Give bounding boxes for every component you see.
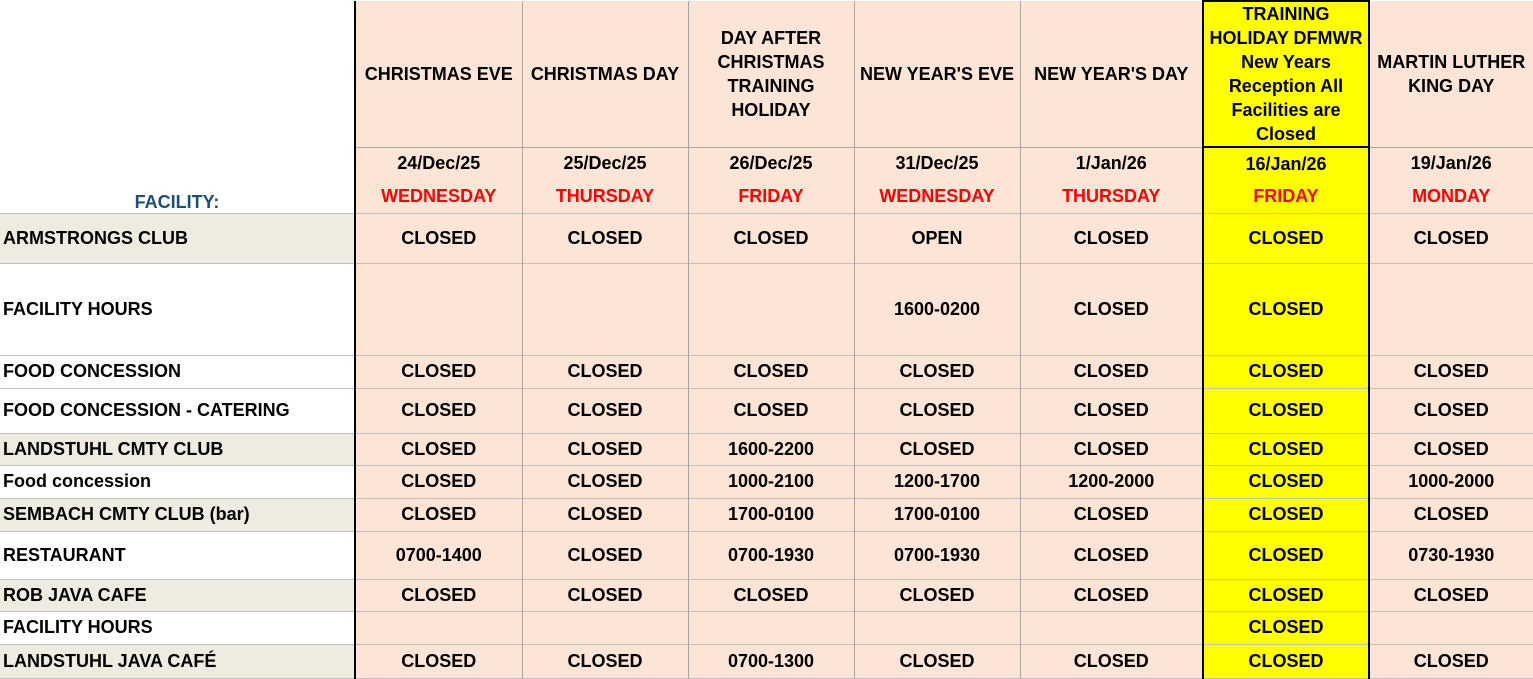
hours-cell xyxy=(854,611,1020,644)
facility-name: ROB JAVA CAFE xyxy=(0,579,355,611)
hours-cell xyxy=(688,263,854,355)
facility-row xyxy=(0,465,1533,498)
facility-name: LANDSTUHL JAVA CAFÉ xyxy=(0,644,355,678)
facility-row xyxy=(0,213,1533,263)
column-title: CHRISTMAS DAY xyxy=(522,1,688,147)
facility-row xyxy=(0,263,1533,355)
hours-cell: CLOSED xyxy=(522,465,688,498)
hours-cell: CLOSED xyxy=(1020,579,1203,611)
hours-cell: CLOSED xyxy=(1203,465,1369,498)
hours-cell: CLOSED xyxy=(854,579,1020,611)
hours-cell: 0730-1930 xyxy=(1369,531,1533,579)
hours-cell: CLOSED xyxy=(1203,388,1369,433)
column-title: MARTIN LUTHER KING DAY xyxy=(1369,1,1533,147)
hours-cell: CLOSED xyxy=(522,498,688,531)
hours-cell: CLOSED xyxy=(522,433,688,465)
hours-cell: CLOSED xyxy=(522,579,688,611)
hours-cell: CLOSED xyxy=(1369,644,1533,678)
hours-cell: 0700-1400 xyxy=(355,531,522,579)
header-day-row xyxy=(0,180,1533,213)
hours-cell xyxy=(1369,263,1533,355)
hours-cell xyxy=(1369,611,1533,644)
hours-cell: 1600-2200 xyxy=(688,433,854,465)
hours-cell: 0700-1930 xyxy=(854,531,1020,579)
hours-cell: CLOSED xyxy=(688,579,854,611)
facility-name: FOOD CONCESSION - CATERING xyxy=(0,388,355,433)
hours-cell: CLOSED xyxy=(1020,263,1203,355)
facility-column-label: FACILITY: xyxy=(0,180,355,213)
facility-name: ARMSTRONGS CLUB xyxy=(0,213,355,263)
hours-cell: 1000-2100 xyxy=(688,465,854,498)
facility-name: RESTAURANT xyxy=(0,531,355,579)
hours-cell: CLOSED xyxy=(355,213,522,263)
column-weekday: FRIDAY xyxy=(688,180,854,213)
hours-cell: CLOSED xyxy=(355,644,522,678)
hours-cell: CLOSED xyxy=(1203,644,1369,678)
hours-cell: 1600-0200 xyxy=(854,263,1020,355)
column-title: DAY AFTER CHRISTMAS TRAINING HOLIDAY xyxy=(688,1,854,147)
hours-cell xyxy=(688,611,854,644)
hours-cell: 1200-1700 xyxy=(854,465,1020,498)
hours-cell: CLOSED xyxy=(1369,498,1533,531)
hours-cell: 0700-1300 xyxy=(688,644,854,678)
corner-cell xyxy=(0,147,355,180)
column-title: NEW YEAR'S EVE xyxy=(854,1,1020,147)
hours-cell: OPEN xyxy=(854,213,1020,263)
hours-cell: CLOSED xyxy=(522,355,688,388)
column-date: 1/Jan/26 xyxy=(1020,147,1203,180)
hours-cell: CLOSED xyxy=(355,433,522,465)
column-weekday: WEDNESDAY xyxy=(854,180,1020,213)
hours-cell: CLOSED xyxy=(1203,531,1369,579)
hours-cell: CLOSED xyxy=(355,355,522,388)
hours-cell: CLOSED xyxy=(1203,498,1369,531)
header-date-row xyxy=(0,147,1533,180)
corner-cell xyxy=(0,1,355,147)
hours-cell: 0700-1930 xyxy=(688,531,854,579)
hours-cell: CLOSED xyxy=(522,213,688,263)
hours-cell: CLOSED xyxy=(854,355,1020,388)
hours-cell xyxy=(355,611,522,644)
hours-cell: 1700-0100 xyxy=(854,498,1020,531)
hours-cell: CLOSED xyxy=(688,213,854,263)
hours-cell: CLOSED xyxy=(688,388,854,433)
facility-name: FOOD CONCESSION xyxy=(0,355,355,388)
column-date: 16/Jan/26 xyxy=(1203,147,1369,180)
hours-cell: CLOSED xyxy=(854,388,1020,433)
column-date: 31/Dec/25 xyxy=(854,147,1020,180)
hours-cell: 1700-0100 xyxy=(688,498,854,531)
facility-row xyxy=(0,355,1533,388)
hours-cell: CLOSED xyxy=(1369,433,1533,465)
column-date: 19/Jan/26 xyxy=(1369,147,1533,180)
hours-cell: CLOSED xyxy=(1203,611,1369,644)
facility-row xyxy=(0,498,1533,531)
hours-cell: CLOSED xyxy=(355,388,522,433)
hours-cell: CLOSED xyxy=(1203,355,1369,388)
hours-cell xyxy=(522,611,688,644)
hours-cell: CLOSED xyxy=(854,644,1020,678)
hours-cell: CLOSED xyxy=(1020,388,1203,433)
hours-cell: CLOSED xyxy=(1020,498,1203,531)
column-title: NEW YEAR'S DAY xyxy=(1020,1,1203,147)
facility-name: FACILITY HOURS xyxy=(0,263,355,355)
column-title: TRAINING HOLIDAY DFMWR New Years Reception All Facilities are Closed xyxy=(1203,1,1369,147)
hours-cell xyxy=(522,263,688,355)
facility-name: SEMBACH CMTY CLUB (bar) xyxy=(0,498,355,531)
facility-name: FACILITY HOURS xyxy=(0,611,355,644)
hours-cell: CLOSED xyxy=(1020,531,1203,579)
column-title: CHRISTMAS EVE xyxy=(355,1,522,147)
column-weekday: FRIDAY xyxy=(1203,180,1369,213)
hours-cell xyxy=(1020,611,1203,644)
hours-cell xyxy=(355,263,522,355)
hours-cell: CLOSED xyxy=(1020,213,1203,263)
hours-cell: CLOSED xyxy=(1203,213,1369,263)
hours-cell: CLOSED xyxy=(1369,579,1533,611)
facility-row xyxy=(0,531,1533,579)
hours-cell: CLOSED xyxy=(355,579,522,611)
hours-cell: CLOSED xyxy=(1203,263,1369,355)
hours-cell: CLOSED xyxy=(355,465,522,498)
facility-row xyxy=(0,579,1533,611)
column-weekday: THURSDAY xyxy=(1020,180,1203,213)
header-title-row xyxy=(0,1,1533,147)
hours-cell: CLOSED xyxy=(854,433,1020,465)
facility-row xyxy=(0,611,1533,644)
hours-cell: CLOSED xyxy=(1369,388,1533,433)
hours-cell: CLOSED xyxy=(1203,433,1369,465)
hours-cell: CLOSED xyxy=(688,355,854,388)
column-date: 25/Dec/25 xyxy=(522,147,688,180)
column-weekday: WEDNESDAY xyxy=(355,180,522,213)
hours-cell: CLOSED xyxy=(1020,355,1203,388)
facility-name: LANDSTUHL CMTY CLUB xyxy=(0,433,355,465)
facility-name: Food concession xyxy=(0,465,355,498)
column-date: 26/Dec/25 xyxy=(688,147,854,180)
hours-cell: CLOSED xyxy=(522,388,688,433)
hours-cell: CLOSED xyxy=(355,498,522,531)
hours-cell: CLOSED xyxy=(1020,644,1203,678)
hours-cell: CLOSED xyxy=(1369,355,1533,388)
hours-cell: CLOSED xyxy=(1020,433,1203,465)
facility-row xyxy=(0,388,1533,433)
hours-cell: CLOSED xyxy=(522,644,688,678)
hours-cell: CLOSED xyxy=(522,531,688,579)
hours-cell: CLOSED xyxy=(1203,579,1369,611)
hours-cell: CLOSED xyxy=(1369,213,1533,263)
hours-cell: 1000-2000 xyxy=(1369,465,1533,498)
facility-row xyxy=(0,644,1533,678)
facility-row xyxy=(0,433,1533,465)
column-date: 24/Dec/25 xyxy=(355,147,522,180)
hours-cell: 1200-2000 xyxy=(1020,465,1203,498)
column-weekday: THURSDAY xyxy=(522,180,688,213)
column-weekday: MONDAY xyxy=(1369,180,1533,213)
